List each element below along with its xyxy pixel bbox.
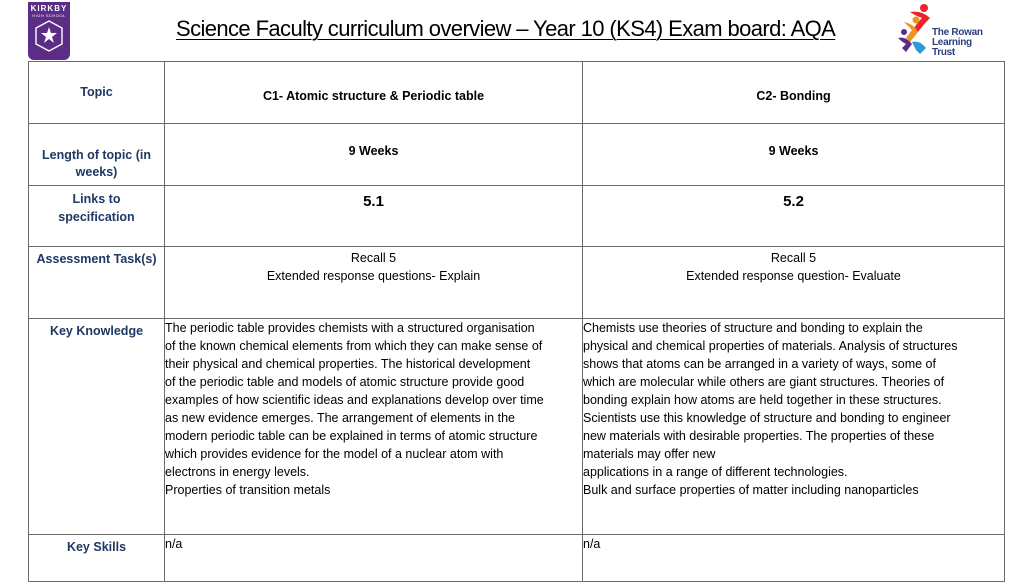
- row-header-length: [29, 124, 165, 186]
- row-header-skills-label: Key Skills: [66, 540, 127, 554]
- row-header-assessment: [29, 247, 165, 319]
- school-logo-text: KIRKBY: [30, 4, 68, 13]
- assessment-cell-c1: [165, 247, 583, 319]
- trust-logo-text: [932, 28, 996, 58]
- knowledge-c2-line: physical and chemical properties of materials. Analysis of structures: [583, 339, 958, 353]
- row-header-links-label: Links to specification: [58, 192, 135, 224]
- knowledge-c2-line: materials may offer new: [583, 447, 716, 461]
- topic-cell-c2: [583, 62, 1005, 124]
- table-row-length: [29, 124, 1005, 186]
- page-title: Science Faculty curriculum overview – Year 10 (KS4) Exam board: AQA: [176, 16, 836, 41]
- length-c1-value: 9 Weeks: [348, 144, 399, 158]
- knowledge-c2-line: which are molecular while others are giant structures. Theories of: [583, 375, 945, 389]
- knowledge-c2-line: Scientists use this knowledge of structure and bonding to engineer: [583, 411, 951, 425]
- trust-logo-line1: The Rowan: [932, 27, 983, 38]
- assessment-c1-line1: Recall 5: [350, 251, 397, 265]
- knowledge-c2-line: shows that atoms can be arranged in a variety of ways, some of: [583, 357, 936, 371]
- length-c2-value: 9 Weeks: [768, 144, 819, 158]
- knowledge-c1-line: their physical and chemical properties. The historical development: [165, 357, 531, 371]
- knowledge-cell-c2: [583, 319, 1005, 535]
- topic-c2-label: C2- Bonding: [756, 89, 831, 103]
- row-header-topic: [29, 62, 165, 124]
- table-row-knowledge: [29, 319, 1005, 535]
- knowledge-cell-c1: [165, 319, 583, 535]
- assessment-cell-c2: [583, 247, 1005, 319]
- assessment-c1-line2: Extended response questions- Explain: [266, 269, 481, 283]
- knowledge-c1-line: of the known chemical elements from which they can make sense of: [165, 339, 543, 353]
- knowledge-c2-line: new materials with desirable properties. The properties of these: [583, 429, 935, 443]
- links-c2-value: 5.2: [783, 193, 804, 210]
- table-row-topic: [29, 62, 1005, 124]
- assessment-c2-line1: Recall 5: [770, 251, 817, 265]
- trust-logo-line2: Learning Trust: [932, 37, 972, 58]
- star-logo-icon: [34, 19, 64, 53]
- links-cell-c2: [583, 186, 1005, 247]
- skills-cell-c2: [583, 535, 1005, 582]
- length-cell-c2: [583, 124, 1005, 186]
- row-header-skills: [29, 535, 165, 582]
- links-c1-value: 5.1: [363, 193, 384, 210]
- row-header-knowledge-label: Key Knowledge: [49, 324, 144, 338]
- row-header-topic-label: Topic: [80, 85, 113, 99]
- skills-cell-c1: [165, 535, 583, 582]
- row-header-links: [29, 186, 165, 247]
- knowledge-c1-line: as new evidence emerges. The arrangement of elements in the: [165, 411, 515, 425]
- knowledge-c2-line: Bulk and surface properties of matter including nanoparticles: [583, 483, 919, 497]
- table-row-links: [29, 186, 1005, 247]
- knowledge-c1-line: which provides evidence for the model of a nuclear atom with: [165, 447, 504, 461]
- school-logo-subtext: HIGH SCHOOL: [32, 13, 66, 18]
- knowledge-c2-line: bonding explain how atoms are held together in these structures.: [583, 393, 942, 407]
- skills-c2-value: n/a: [583, 537, 601, 551]
- topic-c1-label: C1- Atomic structure & Periodic table: [262, 89, 485, 103]
- trust-logo: [896, 2, 996, 58]
- knowledge-c1-line: The periodic table provides chemists with a structured organisation: [165, 321, 535, 335]
- knowledge-c1-line: examples of how scientific ideas and explanations develop over time: [165, 393, 544, 407]
- links-cell-c1: [165, 186, 583, 247]
- row-header-assessment-label: Assessment Task(s): [36, 252, 157, 266]
- knowledge-c1-line: modern periodic table can be explained in terms of atomic structure: [165, 429, 538, 443]
- row-header-knowledge: [29, 319, 165, 535]
- row-header-length-label: Length of topic (in weeks): [41, 148, 151, 179]
- table-row-skills: [29, 535, 1005, 582]
- curriculum-table: [28, 61, 1005, 582]
- knowledge-c1-line: Properties of transition metals: [165, 483, 331, 497]
- rowan-figures-icon: [896, 2, 936, 58]
- assessment-c2-line2: Extended response question- Evaluate: [686, 269, 901, 283]
- knowledge-c1-line: electrons in energy levels.: [165, 465, 310, 479]
- knowledge-c2-line: applications in a range of different technologies.: [583, 465, 848, 479]
- school-logo: [28, 2, 70, 60]
- length-cell-c1: [165, 124, 583, 186]
- skills-c1-value: n/a: [165, 537, 183, 551]
- knowledge-c1-line: of the periodic table and models of atomic structure provide good: [165, 375, 525, 389]
- topic-cell-c1: [165, 62, 583, 124]
- table-row-assessment: [29, 247, 1005, 319]
- knowledge-c2-line: Chemists use theories of structure and bonding to explain the: [583, 321, 923, 335]
